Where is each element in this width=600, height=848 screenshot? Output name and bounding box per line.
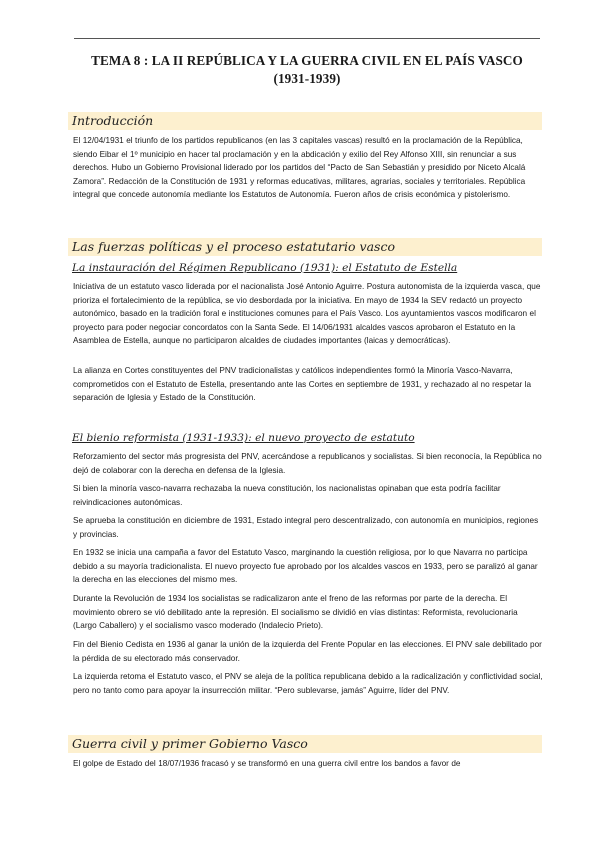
section-heading-fuerzas-politicas: Las fuerzas políticas y el proceso estatutario vasco (68, 238, 542, 256)
header-rule (74, 38, 540, 39)
bienio-paragraph-4: En 1932 se inicia una campaña a favor del Estatuto Vasco, marginando la cuestión religiosa, por lo que Navarra no participa debido a su mayoría tradicionalista. El nuevo proyecto fue aprobado por los alcaldes vascos en 1933, pero se paralizó al ganar la derecha en las elecciones del mismo mes. (73, 548, 538, 584)
estella-paragraph-1: Iniciativa de un estatuto vasco liderada por el nacionalista José Antonio Aguirre. Postura autonomista de la izquierda vasca, que prioriza el fortalecimiento de la república, se vio desbordada por la iniciativa. En mayo de 1934 la SEV redactó un proyecto autonómico, basado en la tradición foral e instituciones comunes para el País Vasco. Los ayuntamientos vascos modificaron el proyecto para poder negociar concordatos con la Santa Sede. El 14/06/1931 alcaldes vascos aprobaron el Estatuto en la Asamblea de Estella, aunque no participaron alcaldes de ciudades importantes (laicas y democráticas). (73, 282, 541, 345)
bienio-paragraph-2: Si bien la minoría vasco-navarra rechazaba la nueva constitución, los nacionalistas opinaban que esta podría facilitar reivindicaciones autonómicas. (73, 484, 501, 507)
guerra-paragraph-1: El golpe de Estado del 18/07/1936 fracasó y se transformó en una guerra civil entre los bandos a favor de (73, 759, 461, 768)
subheading-estatuto-estella: La instauración del Régimen Republicano (1931): el Estatuto de Estella (72, 262, 458, 274)
bienio-paragraph-1: Reforzamiento del sector más progresista del PNV, acercándose a republicanos y socialistas. Si bien reconocía, la República no dejó de colaborar con la derecha en defensa de la Iglesia. (73, 452, 542, 475)
bienio-paragraph-6: Fin del Bienio Cedista en 1936 al ganar la unión de la izquierda del Frente Popular en las elecciones. El PNV sale debilitado por la pérdida de su electorado más conservador. (73, 640, 542, 663)
bienio-paragraph-7: La izquierda retoma el Estatuto vasco, el PNV se aleja de la política republicana debido a la radicalización y conflictividad social, pero no tanto como para apoyar la insurrección militar. “Pero sublevarse, jamás” Aguirre, líder del PNV. (73, 672, 543, 695)
estella-paragraph-2: La alianza en Cortes constituyentes del PNV tradicionalistas y católicos independientes formó la Minoría Vasco-Navarra, comprometidos con el Estatuto de Estella, presentando ante las Cortes en septiembre de 1931, y rechazado al no respetar la separación de Iglesia y Estado de la Constitución. (73, 366, 532, 402)
subheading-bienio-reformista: El bienio reformista (1931-1933): el nuevo proyecto de estatuto (72, 432, 415, 444)
document-title: TEMA 8 : LA II REPÚBLICA Y LA GUERRA CIVIL EN EL PAÍS VASCO (1931-1939) (91, 53, 523, 86)
section-heading-guerra-civil: Guerra civil y primer Gobierno Vasco (68, 735, 542, 753)
bienio-paragraph-5: Durante la Revolución de 1934 los socialistas se radicalizaron ante el freno de las reformas por parte de la derecha. El movimiento obrero se vió debilitado ante la represión. El socialismo se dividió en vías distintas: Reformista, revolucionaria (Largo Caballero) y el socialismo vasco moderado (Indalecio Prieto). (73, 594, 518, 630)
section-heading-introduccion: Introducción (68, 112, 542, 130)
bienio-paragraph-3: Se aprueba la constitución en diciembre de 1931, Estado integral pero descentralizado, con autonomía en municipios, regiones y provincias. (73, 516, 539, 539)
intro-paragraph: El 12/04/1931 el triunfo de los partidos republicanos (en las 3 capitales vascas) resultó en la proclamación de la República, siendo Eibar el 1º municipio en hacer tal proclamación y en la abdicación y exilio del Rey Alfonso XIII, sin renunciar a sus derechos. Hubo un Gobierno Provisional liderado por los partidos del “Pacto de San Sebastián y presidido por Niceto Alcalá Zamora”. Redacción de la Constitución de 1931 y reformas educativas, militares, agrarias, sociales y territoriales. República integral que concede autonomía mediante los Estatutos de Autonomía. Fueron años de crisis económica y pistolerismo. (73, 136, 526, 199)
